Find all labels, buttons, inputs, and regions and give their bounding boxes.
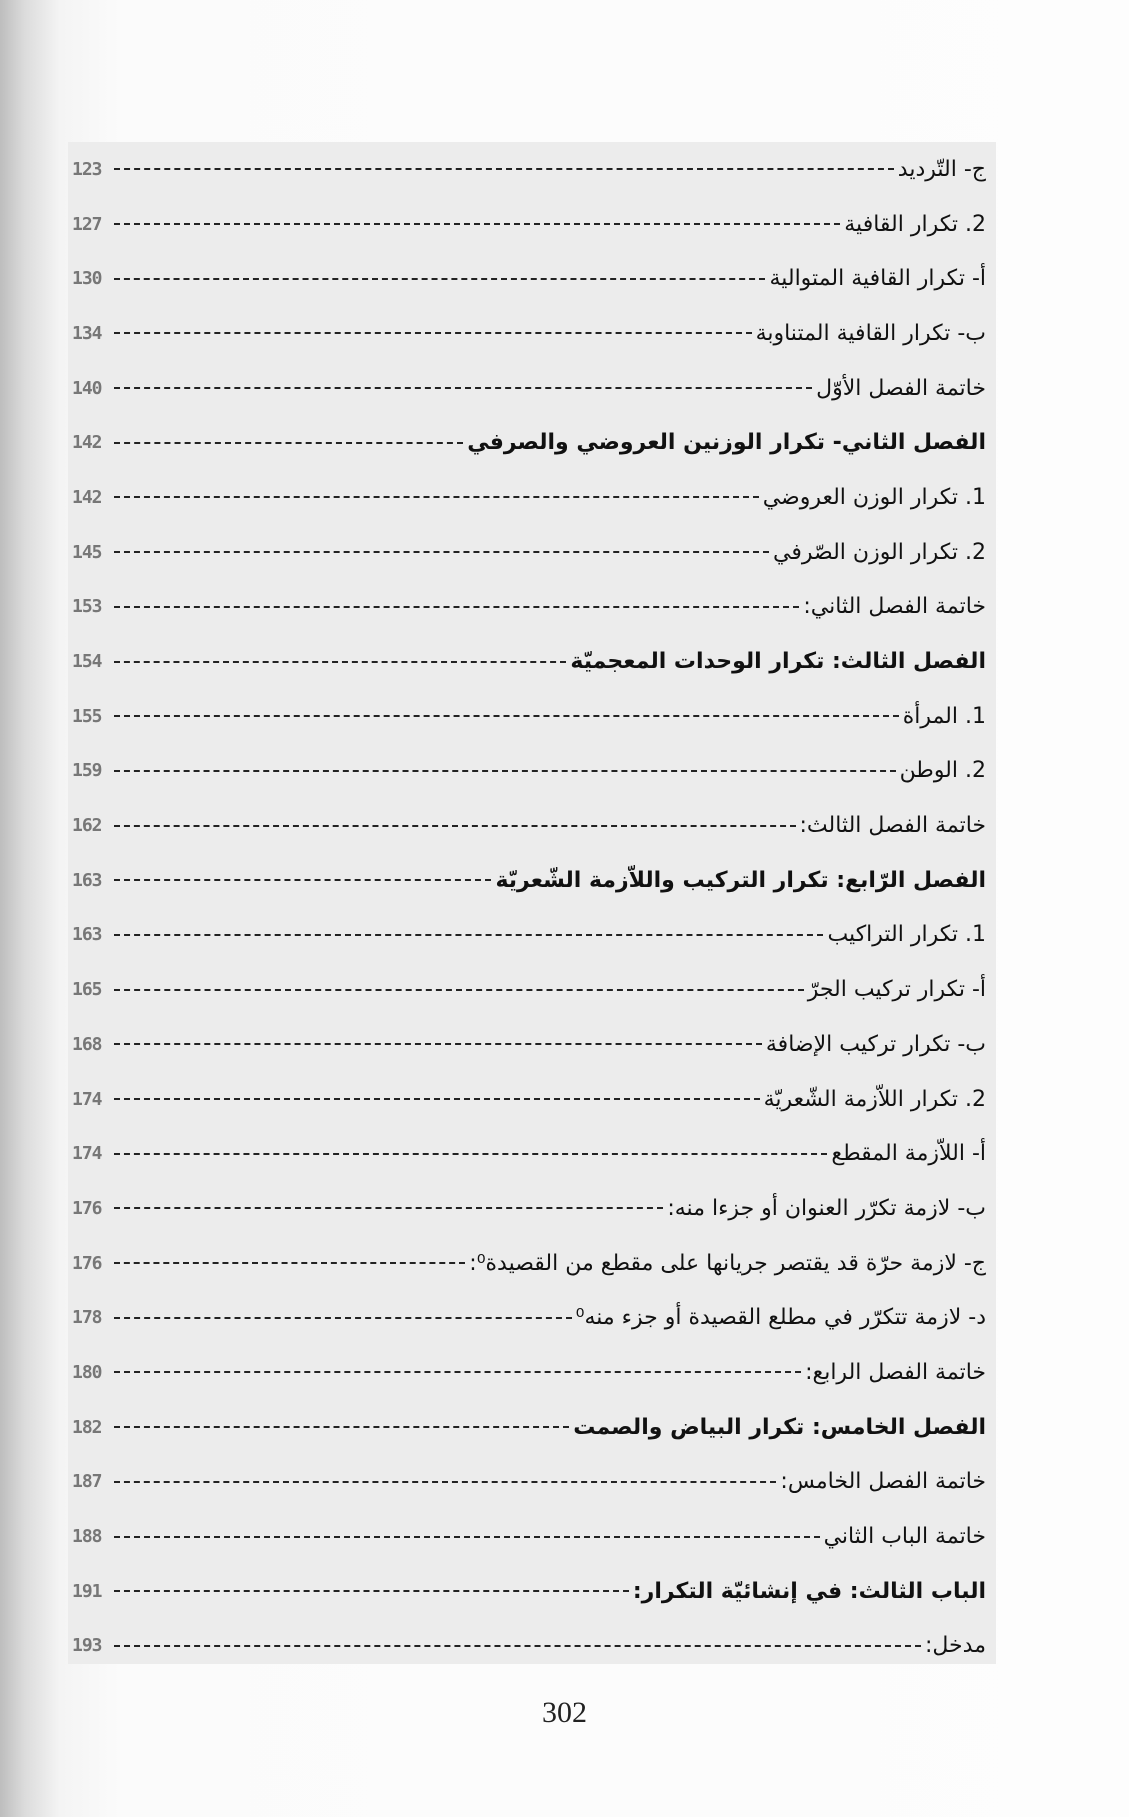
dotted-leader xyxy=(114,1207,663,1209)
toc-entry-title: د- لازمة تتكرّر في مطلع القصيدة أو جزء منه⁰ xyxy=(575,1305,986,1331)
toc-entry-title: ب- لازمة تكرّر العنوان أو جزءا منه: xyxy=(667,1195,986,1221)
toc-entry-title: 1. تكرار التراكيب xyxy=(827,922,986,948)
toc-entry-page: 188 xyxy=(72,1526,102,1548)
dotted-leader xyxy=(114,934,823,936)
toc-entry-title: الفصل الثاني- تكرار الوزنين العروضي والصرفي xyxy=(467,430,986,456)
dotted-leader xyxy=(114,715,899,717)
dotted-leader xyxy=(114,1153,827,1155)
toc-entry xyxy=(68,744,996,799)
toc-entry-page: 176 xyxy=(72,1252,102,1274)
toc-entry xyxy=(68,306,996,361)
toc-entry-page: 145 xyxy=(72,541,102,563)
toc-entry xyxy=(68,1345,996,1400)
dotted-leader xyxy=(114,442,463,444)
toc-entry-title: 2. تكرار القافية xyxy=(844,211,986,237)
toc-entry xyxy=(68,470,996,525)
toc-entry xyxy=(68,142,996,197)
toc-entry xyxy=(68,962,996,1017)
toc-entry-page: 176 xyxy=(72,1197,102,1219)
toc-entry-page: 155 xyxy=(72,705,102,727)
toc-entry-page: 165 xyxy=(72,979,102,1001)
toc-entry xyxy=(68,1400,996,1455)
toc-entry-title: خاتمة الفصل الثالث: xyxy=(799,813,986,839)
toc-entry-page: 174 xyxy=(72,1143,102,1165)
dotted-leader xyxy=(114,168,894,170)
toc-entry-title: أ- اللاّزمة المقطع xyxy=(831,1141,986,1167)
dotted-leader xyxy=(114,332,752,334)
dotted-leader xyxy=(114,661,566,663)
toc-entry xyxy=(68,1072,996,1127)
toc-entry xyxy=(68,853,996,908)
toc-entry-page: 168 xyxy=(72,1033,102,1055)
toc-entry xyxy=(68,251,996,306)
dotted-leader xyxy=(114,1481,776,1483)
toc-entry xyxy=(68,1236,996,1291)
toc-entry-page: 191 xyxy=(72,1580,102,1602)
toc-entry-title: 1. تكرار الوزن العروضي xyxy=(762,484,986,510)
toc-entry-page: 154 xyxy=(72,651,102,673)
toc-entry-page: 193 xyxy=(72,1635,102,1657)
dotted-leader xyxy=(114,1536,820,1538)
dotted-leader xyxy=(114,825,796,827)
toc-entry-page: 130 xyxy=(72,268,102,290)
dotted-leader xyxy=(114,278,765,280)
toc-entry-title: أ- تكرار القافية المتوالية xyxy=(769,266,986,292)
toc-entry xyxy=(68,525,996,580)
toc-entry xyxy=(68,361,996,416)
toc-entry-page: 159 xyxy=(72,760,102,782)
dotted-leader xyxy=(114,879,491,881)
toc-entry-page: 127 xyxy=(72,213,102,235)
toc-entry-title: الفصل الخامس: تكرار البياض والصمت xyxy=(573,1414,986,1440)
dotted-leader xyxy=(114,387,812,389)
toc-entry xyxy=(68,798,996,853)
toc-entry-page: 142 xyxy=(72,486,102,508)
toc-entry xyxy=(68,1290,996,1345)
toc-entry xyxy=(68,1509,996,1564)
toc-entry xyxy=(68,1564,996,1619)
dotted-leader xyxy=(114,223,840,225)
dotted-leader xyxy=(114,1590,629,1592)
toc-entry-title: ب- تكرار تركيب الإضافة xyxy=(765,1031,986,1057)
toc-entry-title: 2. الوطن xyxy=(899,758,986,784)
toc-entry-title: خاتمة الفصل الأوّل xyxy=(816,375,986,401)
toc-entry xyxy=(68,1126,996,1181)
toc-entry xyxy=(68,908,996,963)
toc-entry-title: خاتمة الفصل الرابع: xyxy=(805,1359,986,1385)
toc-entry-page: 134 xyxy=(72,322,102,344)
toc-entry-title: خاتمة الفصل الخامس: xyxy=(780,1469,986,1495)
toc-entry-page: 187 xyxy=(72,1471,102,1493)
dotted-leader xyxy=(114,1098,760,1100)
toc-entry xyxy=(68,634,996,689)
dotted-leader xyxy=(114,1317,572,1319)
dotted-leader xyxy=(114,1371,801,1373)
toc-entry-page: 182 xyxy=(72,1416,102,1438)
toc-entry-title: أ- تكرار تركيب الجرّ xyxy=(807,977,986,1003)
toc-entry xyxy=(68,580,996,635)
toc-entry xyxy=(68,689,996,744)
toc-entry-title: الفصل الرّابع: تكرار التركيب واللاّزمة الشّعريّة xyxy=(495,867,986,893)
toc-entry-page: 142 xyxy=(72,432,102,454)
toc-entry-page: 178 xyxy=(72,1307,102,1329)
toc-entry-title: ج- لازمة حرّة قد يقتصر جريانها على مقطع من القصيدة⁰: xyxy=(469,1250,986,1276)
toc-entry-title: ب- تكرار القافية المتناوبة xyxy=(755,320,986,346)
toc-entry-page: 123 xyxy=(72,158,102,180)
toc-entry-page: 163 xyxy=(72,869,102,891)
toc-entry-title: الفصل الثالث: تكرار الوحدات المعجميّة xyxy=(570,649,986,675)
toc-entry xyxy=(68,1455,996,1510)
dotted-leader xyxy=(114,606,799,608)
dotted-leader xyxy=(114,1426,569,1428)
toc-entry-page: 162 xyxy=(72,815,102,837)
toc-entry-title: خاتمة الفصل الثاني: xyxy=(803,594,986,620)
table-of-contents xyxy=(68,142,996,1673)
toc-entry xyxy=(68,1619,996,1674)
toc-entry-title: 1. المرأة xyxy=(902,703,986,729)
toc-entry-title: 2. تكرار الوزن الصّرفي xyxy=(773,539,986,565)
toc-entry-page: 174 xyxy=(72,1088,102,1110)
dotted-leader xyxy=(114,551,769,553)
dotted-leader xyxy=(114,1645,921,1647)
toc-entry-title: 2. تكرار اللاّزمة الشّعريّة xyxy=(763,1086,986,1112)
toc-entry-title: مدخل: xyxy=(924,1633,986,1659)
toc-entry xyxy=(68,1181,996,1236)
toc-entry-page: 140 xyxy=(72,377,102,399)
toc-entry-title: ج- التّرديد xyxy=(897,156,986,182)
toc-entry-page: 153 xyxy=(72,596,102,618)
toc-entry xyxy=(68,197,996,252)
dotted-leader xyxy=(114,1262,465,1264)
toc-entry-page: 180 xyxy=(72,1361,102,1383)
dotted-leader xyxy=(114,770,896,772)
toc-entry-page: 163 xyxy=(72,924,102,946)
toc-entry xyxy=(68,1017,996,1072)
toc-entry xyxy=(68,415,996,470)
dotted-leader xyxy=(114,1043,762,1045)
dotted-leader xyxy=(114,496,759,498)
dotted-leader xyxy=(114,989,804,991)
toc-entry-title: الباب الثالث: في إنشائيّة التكرار: xyxy=(632,1578,986,1604)
toc-entry-title: خاتمة الباب الثاني xyxy=(823,1524,986,1550)
page-number: 302 xyxy=(542,1696,587,1729)
